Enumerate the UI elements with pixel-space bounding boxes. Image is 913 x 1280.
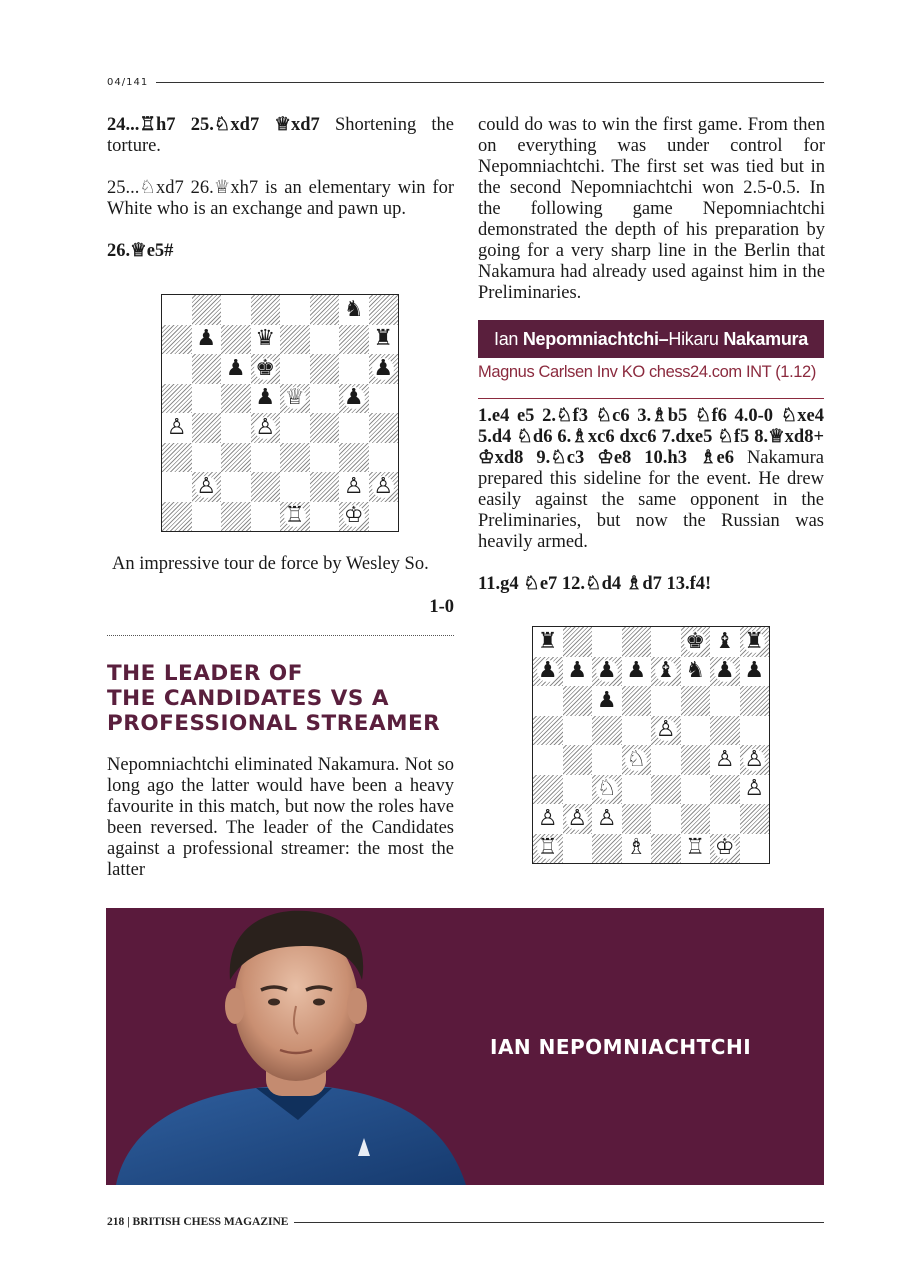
board-square (162, 354, 192, 384)
opening-moves: 1.e4 e5 2.♘f3 ♘c6 3.♗b5 ♘f6 4.0-0 ♘xe4 5.d4 ♘d6 6.♗xc6 dxc6 7.dxe5 ♘f5 8.♕xd8+ ♔xd8 9.♘c3 ♔e8 10.h3 ♗e6 (478, 406, 824, 468)
board-square (533, 716, 563, 746)
black-pawn-icon: ♟ (196, 326, 217, 352)
game-header-bar (478, 320, 824, 358)
white-pawn-icon: ♙ (714, 746, 735, 772)
board-square (622, 627, 652, 657)
board-square (192, 384, 222, 414)
board-square (162, 325, 192, 355)
board-square (592, 745, 622, 775)
white-pawn-icon: ♙ (255, 414, 276, 440)
board-square (592, 716, 622, 746)
page-footer (107, 1216, 824, 1228)
section-heading-line-2: THE CANDIDATES VS A (107, 686, 389, 711)
white-first-name: Ian (494, 328, 519, 349)
opening-comment: Nakamura prepared this sideline for the event. He drew easily against the same opponent in the Preliminaries, but now the Russian was heavily armed. (478, 448, 824, 552)
white-pawn-icon: ♙ (744, 776, 765, 802)
board-square (192, 325, 222, 355)
board-square (221, 413, 251, 443)
board-square (740, 834, 770, 864)
footer-rule (294, 1222, 824, 1223)
move-sequence: 24...♖h7 25.♘xd7 ♕xd7 (107, 115, 320, 135)
board-square (221, 295, 251, 325)
board-square (533, 834, 563, 864)
board-square (622, 745, 652, 775)
white-pawn-icon: ♙ (166, 414, 187, 440)
white-king-icon: ♔ (343, 503, 364, 529)
black-pawn-icon: ♟ (255, 385, 276, 411)
board-square (651, 627, 681, 657)
board-square (251, 472, 281, 502)
section-heading-line-3: PROFESSIONAL STREAMER (107, 711, 441, 736)
white-pawn-icon: ♙ (373, 473, 394, 499)
board-square (563, 745, 593, 775)
board-square (369, 502, 399, 532)
board-square (310, 384, 340, 414)
board-square (162, 295, 192, 325)
black-bishop-icon: ♝ (714, 628, 735, 654)
black-pawn-icon: ♟ (744, 658, 765, 684)
chess-diagram-2 (532, 626, 770, 864)
black-pawn-icon: ♟ (567, 658, 588, 684)
board-square (651, 804, 681, 834)
board-square (592, 657, 622, 687)
board-square (221, 325, 251, 355)
board-square (192, 472, 222, 502)
board-square (533, 657, 563, 687)
board-square (251, 413, 281, 443)
board-square (339, 295, 369, 325)
board-square (651, 745, 681, 775)
board-square (681, 627, 711, 657)
board-square (162, 443, 192, 473)
board-square (710, 657, 740, 687)
board-square (192, 502, 222, 532)
board-square (533, 775, 563, 805)
board-square (533, 627, 563, 657)
board-square (280, 325, 310, 355)
board-square (740, 657, 770, 687)
board-square (162, 384, 192, 414)
board-square (710, 627, 740, 657)
white-rook-icon: ♖ (685, 835, 706, 861)
board-square (221, 472, 251, 502)
black-pawn-icon: ♟ (225, 355, 246, 381)
board-square (339, 502, 369, 532)
board-square (740, 716, 770, 746)
board-square (710, 834, 740, 864)
board-square (622, 834, 652, 864)
board-square (251, 502, 281, 532)
game-moves-paragraph (478, 406, 824, 553)
board-square (369, 384, 399, 414)
black-pawn-icon: ♟ (596, 658, 617, 684)
board-square (280, 384, 310, 414)
black-first-name: Hikaru (668, 328, 719, 349)
board-square (533, 745, 563, 775)
page-reference: 04/141 (107, 76, 149, 88)
board-square (310, 325, 340, 355)
chess-diagram-1 (161, 294, 399, 532)
right-column (478, 115, 825, 304)
board-square (221, 384, 251, 414)
board-square (563, 657, 593, 687)
board-square (681, 657, 711, 687)
black-rook-icon: ♜ (537, 628, 558, 654)
board-square (563, 775, 593, 805)
white-pawn-icon: ♙ (343, 473, 364, 499)
black-king-icon: ♚ (685, 628, 706, 654)
black-rook-icon: ♜ (744, 628, 765, 654)
board-square (339, 354, 369, 384)
board-square (622, 716, 652, 746)
left-column (107, 115, 454, 262)
black-pawn-icon: ♟ (596, 687, 617, 713)
board-square (251, 354, 281, 384)
players-separator: – (658, 328, 669, 349)
board-square (710, 745, 740, 775)
board-square (369, 413, 399, 443)
board-square (740, 775, 770, 805)
board-square (710, 716, 740, 746)
board-square (280, 413, 310, 443)
game-result: 1-0 (429, 597, 454, 617)
board-square (710, 775, 740, 805)
board-square (681, 716, 711, 746)
header-rule (156, 82, 824, 83)
board-square (592, 834, 622, 864)
board-square (280, 443, 310, 473)
black-pawn-icon: ♟ (343, 385, 364, 411)
white-pawn-icon: ♙ (744, 746, 765, 772)
board-square (310, 295, 340, 325)
section-divider (107, 635, 454, 636)
black-pawn-icon: ♟ (626, 658, 647, 684)
board-square (310, 413, 340, 443)
board-square (369, 472, 399, 502)
board-square (740, 804, 770, 834)
board-square (681, 834, 711, 864)
board-square (533, 686, 563, 716)
board-square (740, 686, 770, 716)
board-square (563, 716, 593, 746)
board-square (369, 443, 399, 473)
board-square (280, 472, 310, 502)
board-square (310, 354, 340, 384)
board-square (622, 775, 652, 805)
board-square (651, 686, 681, 716)
black-knight-icon: ♞ (343, 296, 364, 322)
board-square (162, 502, 192, 532)
board-square (563, 804, 593, 834)
board-square (651, 657, 681, 687)
section-heading (107, 661, 440, 736)
board-square (221, 354, 251, 384)
white-knight-icon: ♘ (626, 746, 647, 772)
board-square (310, 502, 340, 532)
board-square (681, 745, 711, 775)
white-pawn-icon: ♙ (655, 717, 676, 743)
board-square (622, 657, 652, 687)
board-square (622, 686, 652, 716)
board-square (192, 443, 222, 473)
board-square (533, 804, 563, 834)
diagram-caption: An impressive tour de force by Wesley So. (112, 554, 429, 574)
board-square (310, 472, 340, 502)
board-square (310, 443, 340, 473)
black-king-icon: ♚ (255, 355, 276, 381)
black-rook-icon: ♜ (373, 326, 394, 352)
annotation-text: Shortening the torture. (107, 115, 455, 156)
board-square (710, 686, 740, 716)
white-rook-icon: ♖ (284, 503, 305, 529)
board-square (592, 804, 622, 834)
black-bishop-icon: ♝ (655, 658, 676, 684)
white-pawn-icon: ♙ (567, 805, 588, 831)
section-intro: Nepomniachtchi eliminated Nakamura. Not so long ago the latter would have been a heavy favourite in this match, but now the roles have been reversed. The leader of the Candidates against a professional streamer: the most the latter (107, 755, 454, 880)
board-square (221, 443, 251, 473)
board-square (339, 325, 369, 355)
board-square (563, 834, 593, 864)
board-square (681, 686, 711, 716)
black-knight-icon: ♞ (685, 658, 706, 684)
black-pawn-icon: ♟ (373, 355, 394, 381)
board-square (339, 413, 369, 443)
event-rule (478, 398, 824, 399)
board-square (192, 295, 222, 325)
event-info: Magnus Carlsen Inv KO chess24.com INT (1.12) (478, 363, 816, 381)
board-square (740, 745, 770, 775)
board-square (192, 413, 222, 443)
board-square (192, 354, 222, 384)
board-square (280, 354, 310, 384)
board-square (592, 627, 622, 657)
game-moves-2: 11.g4 ♘e7 12.♘d4 ♗d7 13.f4! (478, 574, 712, 594)
footer-text: 218 | BRITISH CHESS MAGAZINE (107, 1216, 289, 1228)
black-last-name: Nakamura (723, 328, 808, 349)
white-pawn-icon: ♙ (596, 805, 617, 831)
board-square (369, 354, 399, 384)
black-pawn-icon: ♟ (714, 658, 735, 684)
board-square (651, 775, 681, 805)
white-king-icon: ♔ (714, 835, 735, 861)
board-square (563, 627, 593, 657)
white-rook-icon: ♖ (537, 835, 558, 861)
white-knight-icon: ♘ (596, 776, 617, 802)
board-square (339, 472, 369, 502)
board-square (339, 384, 369, 414)
black-pawn-icon: ♟ (537, 658, 558, 684)
white-pawn-icon: ♙ (196, 473, 217, 499)
board-square (592, 775, 622, 805)
board-square (251, 443, 281, 473)
board-square (251, 384, 281, 414)
board-square (681, 775, 711, 805)
black-queen-icon: ♛ (255, 326, 276, 352)
board-square (710, 804, 740, 834)
board-square (339, 443, 369, 473)
section-heading-line-1: THE LEADER OF (107, 661, 303, 686)
white-last-name: Nepomniachtchi (522, 328, 659, 349)
player-name: IAN NEPOMNIACHTCHI (490, 1035, 752, 1059)
player-banner (106, 908, 824, 1185)
right-paragraph-1: could do was to win the first game. From then on everything was under control for Nepomniachtchi. The first set was tied but in the second Nepomniachtchi won 2.5-0.5. In the following game Nepomniachtchi demonstrated the depth of his preparation by going for a very sharp line in the Berlin that Nakamura had already used against him in the Preliminaries. (478, 115, 825, 303)
white-queen-icon: ♕ (284, 385, 305, 411)
board-square (622, 804, 652, 834)
page-header (107, 72, 824, 92)
board-square (651, 834, 681, 864)
board-square (369, 295, 399, 325)
board-square (563, 686, 593, 716)
white-pawn-icon: ♙ (537, 805, 558, 831)
board-square (369, 325, 399, 355)
board-square (740, 627, 770, 657)
white-bishop-icon: ♗ (626, 835, 647, 861)
board-square (162, 472, 192, 502)
board-square (251, 325, 281, 355)
board-square (681, 804, 711, 834)
board-square (592, 686, 622, 716)
annotation-paragraph-2: 25...♘xd7 26.♕xh7 is an elementary win for White who is an exchange and pawn up. (107, 178, 454, 219)
board-square (651, 716, 681, 746)
board-square (280, 295, 310, 325)
final-move: 26.♕e5# (107, 241, 174, 261)
annotation-paragraph-1 (107, 115, 454, 157)
board-square (251, 295, 281, 325)
board-square (221, 502, 251, 532)
board-square (162, 413, 192, 443)
board-square (280, 502, 310, 532)
